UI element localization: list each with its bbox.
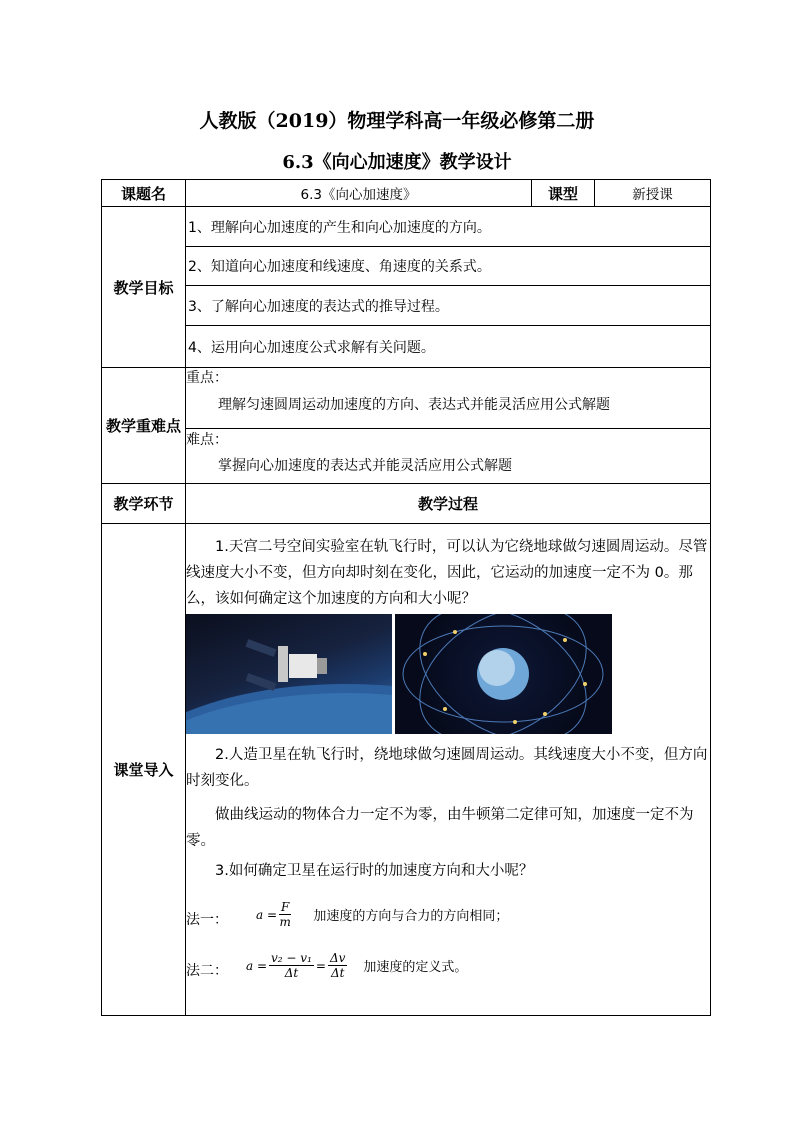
method-one (186, 900, 710, 929)
document-title: 人教版（2019）物理学科高一年级必修第二册 (199, 110, 595, 132)
process-header: 教学过程 (186, 484, 711, 524)
method-one-label: 法一： (186, 912, 228, 928)
intro-paragraph-4: 3.如何确定卫星在运行时的加速度方向和大小呢？ (215, 863, 534, 879)
formula-two-fraction-a: $\frac{\text{v₂ − v₁}}{\Delta t}$ (271, 951, 312, 980)
lesson-plan-table (101, 179, 711, 1016)
intro-label: 课堂导入 (102, 524, 186, 1016)
formula-one-fraction: $\frac{F}{m}$ (279, 900, 291, 929)
image-row (186, 614, 710, 734)
method-two-description: 加速度的定义式。 (363, 960, 468, 975)
type-label: 课型 (532, 180, 595, 207)
objectives-label: 教学目标 (102, 207, 186, 368)
key-text: 理解匀速圆周运动加速度的方向、表达式并能灵活应用公式解题 (218, 397, 610, 413)
intro-paragraph-3: 做曲线运动的物体合力一定不为零，由牛顿第二定律可知，加速度一定不为零。 (186, 807, 694, 849)
formula-two-equals: = (315, 958, 326, 973)
objective-item: 1、理解向心加速度的产生和向心加速度的方向。 (186, 207, 711, 247)
formula-two-lhs: a = (246, 958, 268, 973)
satellite-orbit-image (395, 614, 612, 734)
stage-header: 教学环节 (102, 484, 186, 524)
formula-two-fraction-b: $\frac{\Delta v}{\Delta t}$ (329, 951, 346, 980)
intro-paragraph-2: 2.人造卫星在轨飞行时，绕地球做匀速圆周运动。其线速度大小不变，但方向时刻变化。 (186, 747, 708, 789)
objective-item: 4、运用向心加速度公式求解有关问题。 (186, 326, 711, 368)
topic-value: 6.3《向心加速度》 (186, 180, 532, 207)
key-title: 重点： (186, 370, 228, 386)
difficult-title: 难点： (186, 432, 228, 448)
objective-item: 2、知道向心加速度和线速度、角速度的关系式。 (186, 247, 711, 286)
method-two (186, 951, 710, 980)
document-subtitle: 6.3《向心加速度》教学设计 (282, 152, 512, 173)
formula-one-lhs: a = (256, 907, 278, 922)
intro-paragraph-1: 1.天宫二号空间实验室在轨飞行时，可以认为它绕地球做匀速圆周运动。尽管线速度大小不变，但方向却时刻在变化，因此，它运动的加速度一定不为 0。那么，该如何确定这个加速度的方向和大小呢？ (186, 539, 708, 607)
objective-item: 3、了解向心加速度的表达式的推导过程。 (186, 286, 711, 326)
method-two-label: 法二： (186, 963, 228, 979)
topic-label: 课题名 (102, 180, 186, 207)
key-points-label: 教学重难点 (102, 368, 186, 484)
method-one-description: 加速度的方向与合力的方向相同； (313, 909, 509, 924)
type-value: 新授课 (595, 180, 711, 207)
space-station-image (186, 614, 392, 734)
difficult-text: 掌握向心加速度的表达式并能灵活应用公式解题 (218, 458, 512, 474)
